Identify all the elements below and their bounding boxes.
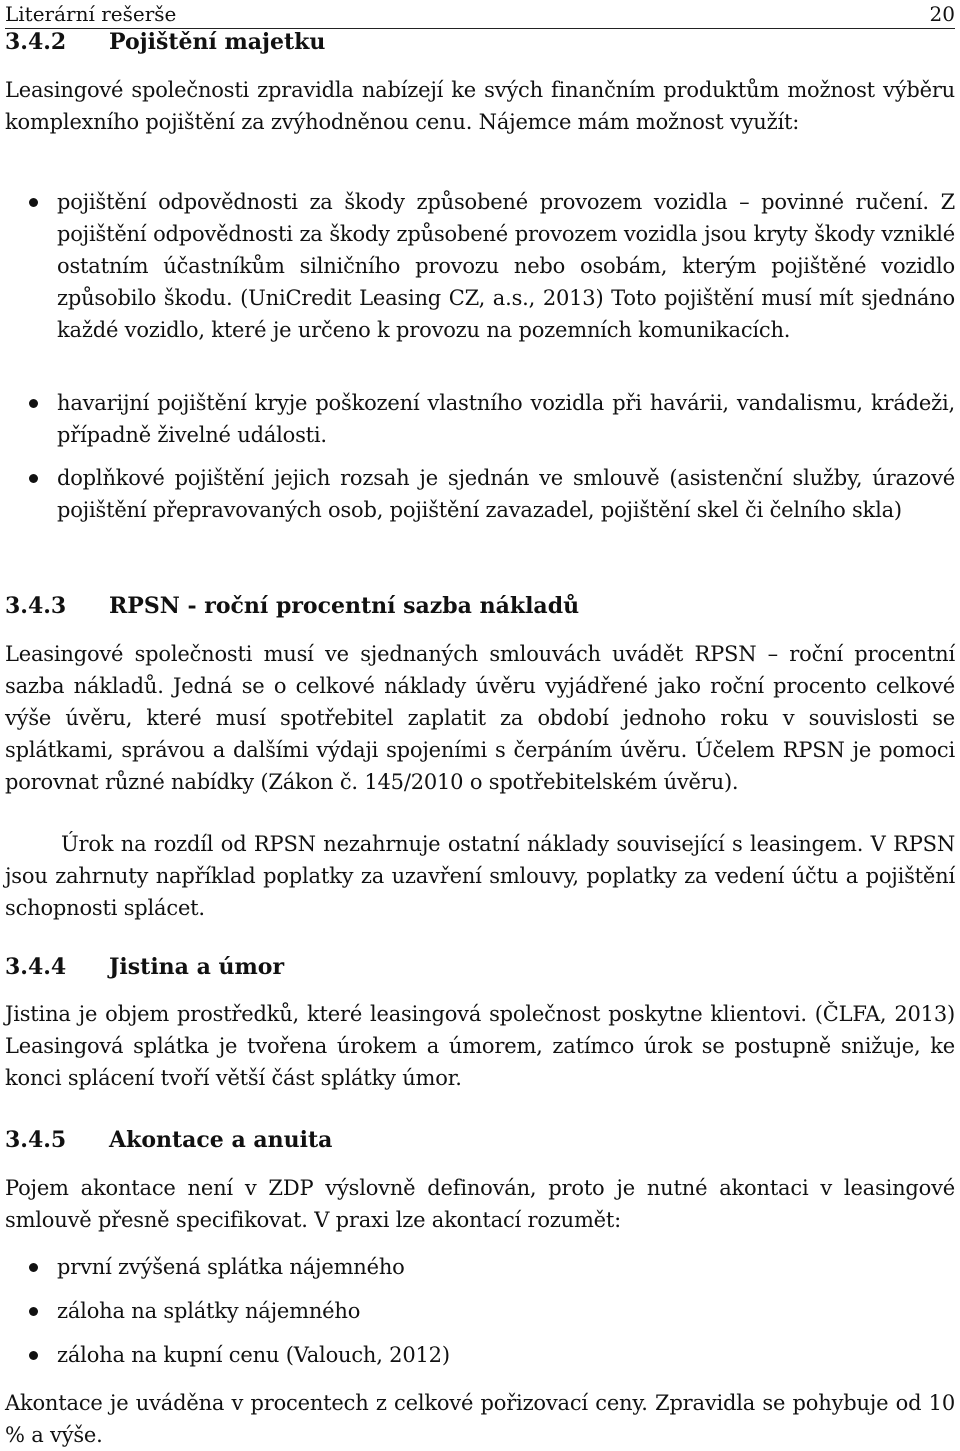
running-header [5, 2, 955, 29]
list-item [5, 1251, 955, 1283]
section-title: Akontace a anuita [109, 1127, 333, 1153]
section-3-4-4 [5, 953, 955, 981]
section-title: RPSN - roční procentní sazba nákladů [109, 593, 580, 619]
paragraph: Leasingové společnosti zpravidla nabízejí ke svých finančním produktům možnost výběru komplexního pojištění za zvýhodněnou cenu. Nájemce mám možnost využít: [5, 78, 955, 134]
section-number: 3.4.5 [5, 1127, 67, 1153]
insurance-list-3 [5, 462, 955, 526]
section-heading [5, 953, 955, 981]
section-title: Pojištění majetku [109, 29, 326, 55]
bullet-icon [29, 1307, 38, 1316]
section-3-4-2-body [5, 74, 955, 138]
bullet-icon [29, 198, 38, 207]
section-heading [5, 28, 955, 56]
bullet-icon [29, 399, 38, 408]
section-3-4-4-body [5, 998, 955, 1094]
paragraph: Jistina je objem prostředků, které leasingová společnost poskytne klientovi. (ČLFA, 2013) Leasingová splátka je tvořena úrokem a úmorem, zatímco úrok se postupně snižuje, ke konci splácení tvoří větší část splátky úmor. [5, 1002, 955, 1090]
list-item [5, 1295, 955, 1327]
section-heading [5, 1126, 955, 1154]
section-3-4-3-body [5, 638, 955, 798]
list-item-text: pojištění odpovědnosti za škody způsobené provozem vozidla – povinné ručení. Z pojištění odpovědnosti za škody způsobené provozem vozidla jsou kryty škody vzniklé ostatním účastníkům silničního provozu nebo osobám, kterým pojištěné vozidlo způsobilo škodu. (UniCredit Leasing CZ, a.s., 2013) Toto pojištění musí mít sjednáno každé vozidlo, které je určeno k provozu na pozemních komunikacích. [57, 190, 955, 342]
paragraph: Akontace je uváděna v procentech z celkové pořizovací ceny. Zpravidla se pohybuje od 10 % a výše. [5, 1391, 955, 1447]
paragraph: Leasingové společnosti musí ve sjednaných smlouvách uvádět RPSN – roční procentní sazba nákladů. Jedná se o celkové náklady úvěru vyjádřené jako roční procento celkové výše úvěru, které musí spotřebitel zaplatit za období jednoho roku v souvislosti se splátkami, správou a dalšími výdaji spojeními s čerpáním úvěru. Účelem RPSN je pomoci porovnat různé nabídky (Zákon č. 145/2010 o spotřebitelském úvěru). [5, 642, 955, 794]
section-3-4-3-body-2 [5, 828, 955, 924]
list-item-text: doplňkové pojištění jejich rozsah je sjednán ve smlouvě (asistenční služby, úrazové pojištění přepravovaných osob, pojištění zavazadel, pojištění skel či čelního skla) [57, 466, 955, 522]
section-3-4-5 [5, 1126, 955, 1154]
bullet-icon [29, 1263, 38, 1272]
bullet-icon [29, 1351, 38, 1360]
insurance-list-2 [5, 387, 955, 451]
section-3-4-2 [5, 28, 955, 56]
insurance-list [5, 186, 955, 356]
section-3-4-3 [5, 592, 955, 620]
list-item-text: záloha na kupní cenu (Valouch, 2012) [57, 1343, 450, 1367]
chapter-title: Literární rešerše [5, 2, 177, 26]
section-number: 3.4.3 [5, 593, 67, 619]
section-3-4-5-body [5, 1172, 955, 1236]
list-item [5, 186, 955, 346]
bullet-icon [29, 474, 38, 483]
section-heading [5, 592, 955, 620]
downpayment-list [5, 1251, 955, 1371]
section-number: 3.4.2 [5, 29, 67, 55]
section-number: 3.4.4 [5, 954, 67, 980]
list-item [5, 1339, 955, 1371]
list-item [5, 387, 955, 451]
list-item-text: havarijní pojištění kryje poškození vlastního vozidla při havárii, vandalismu, krádeži, případně živelné události. [57, 391, 955, 447]
paragraph: Pojem akontace není v ZDP výslovně definován, proto je nutné akontaci v leasingové smlouvě přesně specifikovat. V praxi lze akontací rozumět: [5, 1176, 955, 1232]
list-item-text: záloha na splátky nájemného [57, 1299, 361, 1323]
section-title: Jistina a úmor [109, 954, 285, 980]
page-number: 20 [929, 2, 955, 26]
list-item-text: první zvýšená splátka nájemného [57, 1255, 405, 1279]
section-3-4-5-outro [5, 1387, 955, 1451]
list-item [5, 462, 955, 526]
paragraph: Úrok na rozdíl od RPSN nezahrnuje ostatní náklady související s leasingem. V RPSN jsou zahrnuty například poplatky za uzavření smlouvy, poplatky za vedení účtu a pojištění schopnosti splácet. [5, 832, 955, 920]
